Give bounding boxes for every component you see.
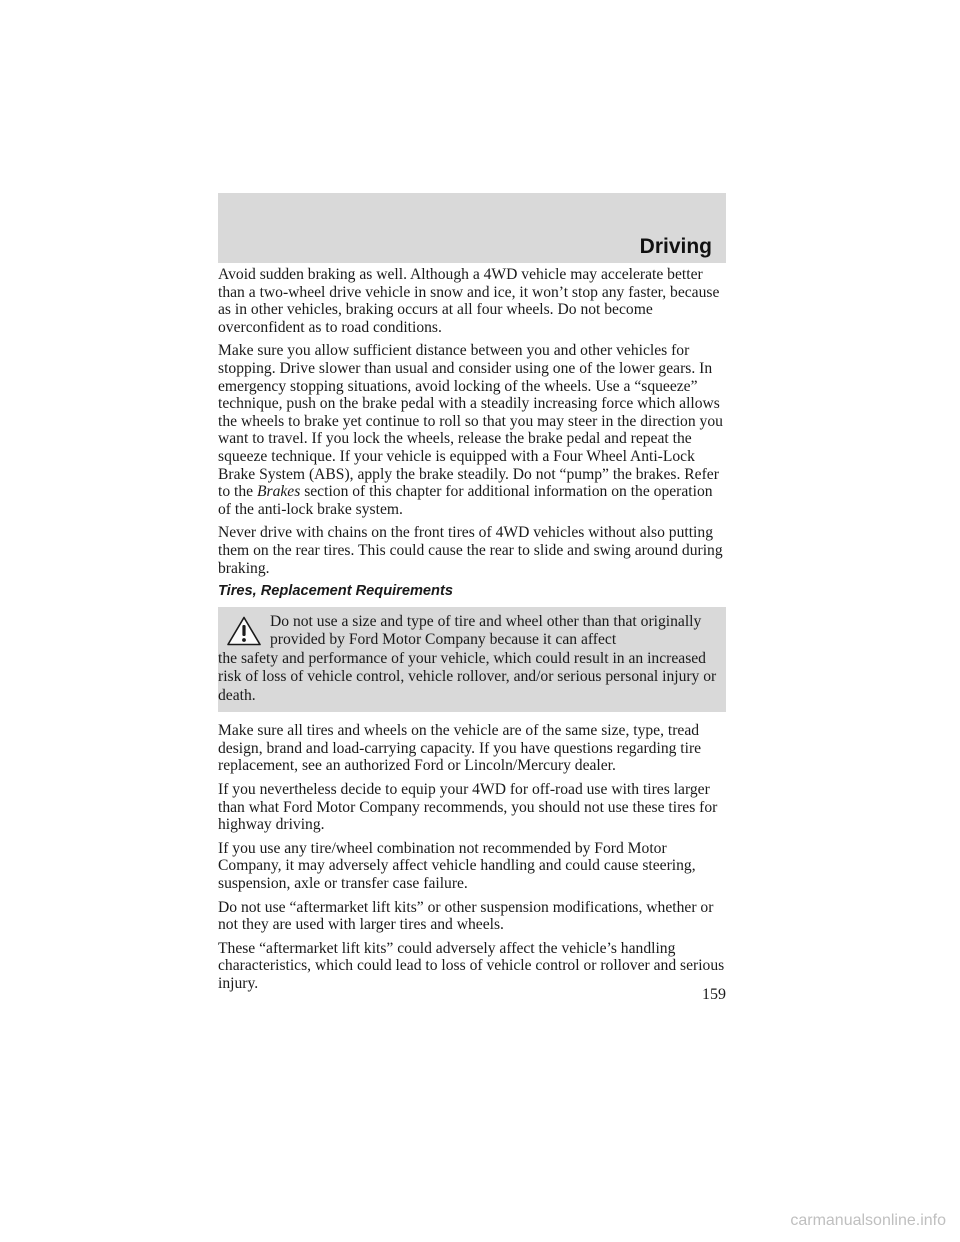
warning-box bbox=[218, 607, 726, 713]
stopping-text-after: section of this chapter for additional information on the operation of the anti-lock brake system. bbox=[218, 483, 713, 518]
paragraph-stopping-distance bbox=[218, 342, 726, 518]
chapter-title: Driving bbox=[639, 235, 712, 258]
paragraph-lift-kits: Do not use “aftermarket lift kits” or other suspension modifications, whether or not they are used with larger tires and wheels. bbox=[218, 898, 714, 934]
paragraph-tire-combination: If you use any tire/wheel combination not recommended by Ford Motor Company, it may adversely affect vehicle handling and could cause steering, suspension, axle or transfer case failure. bbox=[218, 839, 696, 892]
warning-triangle-icon bbox=[227, 616, 261, 646]
paragraph-same-tires: Make sure all tires and wheels on the vehicle are of the same size, type, tread design, brand and load-carrying capacity. If you have questions regarding tire replacement, see an authorized Ford or Lincoln/Mercury dealer. bbox=[218, 722, 702, 775]
paragraph-off-road-tires: If you nevertheless decide to equip your 4WD for off-road use with tires larger than what Ford Motor Company recommends, you should not use these tires for highway driving. bbox=[218, 780, 718, 834]
paragraph-lift-kits-handling: These “aftermarket lift kits” could adversely affect the vehicle’s handling characteristics, which could lead to loss of vehicle control or rollover and serious injury. bbox=[218, 939, 725, 992]
chapter-header-band bbox=[218, 193, 726, 263]
page-number: 159 bbox=[702, 986, 726, 1003]
paragraph-chains: Never drive with chains on the front tires of 4WD vehicles without also putting them on the rear tires. This could cause the rear to slide and swing around during braking. bbox=[218, 524, 723, 577]
paragraph-sudden-braking: Avoid sudden braking as well. Although a 4WD vehicle may accelerate better than a two-wheel drive vehicle in snow and ice, it won’t stop any faster, because as in other vehicles, braking occurs at all four wheels. Do not become overconfident as to road conditions. bbox=[218, 266, 720, 336]
watermark-text: carmanualsonline.info bbox=[790, 1212, 946, 1229]
section-heading-tires: Tires, Replacement Requirements bbox=[218, 583, 453, 600]
stopping-text-before: Make sure you allow sufficient distance between you and other vehicles for stopping. Drive slower than usual and consider using one of the lower gears. In emergency stopping situations, avoid locking of the wheels. Use a “squeeze” technique, push on the brake pedal with a steadily increasing force which allows the wheels to brake yet continue to roll so that you may steer in the direction you want to travel. If you lock the wheels, release the brake pedal and repeat the squeeze technique. If your vehicle is equipped with a Four Wheel Anti-Lock Brake System (ABS), apply the brake steadily. Do not “pump” the brakes. Refer to the bbox=[218, 342, 723, 501]
warning-text-first: Do not use a size and type of tire and wheel other than that originally provided by Ford Motor Company because it can affect bbox=[270, 612, 702, 649]
warning-text-rest: the safety and performance of your vehicle, which could result in an increased risk of loss of vehicle control, vehicle rollover, and/or serious personal injury or death. bbox=[218, 649, 717, 704]
brakes-section-reference: Brakes bbox=[256, 483, 301, 501]
page-content bbox=[218, 266, 726, 999]
